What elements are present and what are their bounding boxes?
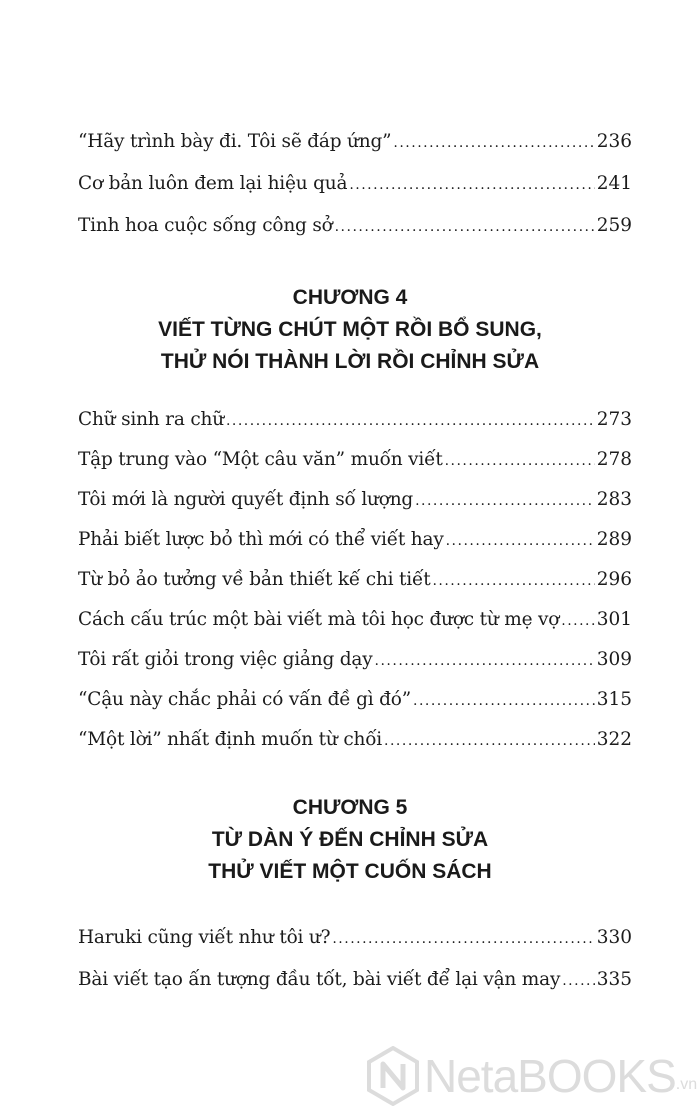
dot-leader <box>415 485 595 517</box>
dot-leader <box>332 923 594 955</box>
entry-page: 301 <box>596 609 632 630</box>
entry-page: 236 <box>596 131 632 152</box>
chapter-4-heading <box>0 282 700 378</box>
chapter-title-line-2: THỬ VIẾT MỘT CUỐN SÁCH <box>208 860 492 883</box>
entry-title: “Cậu này chắc phải có vấn đề gì đó” <box>78 689 411 710</box>
entry-page: 283 <box>596 489 632 510</box>
dot-leader <box>445 445 595 477</box>
toc-entry[interactable] <box>78 524 632 556</box>
chapter-5-heading <box>0 792 700 888</box>
entry-page: 330 <box>596 927 632 948</box>
entry-page: 259 <box>596 215 632 236</box>
entry-page: 273 <box>596 409 632 430</box>
chapter-number: CHƯƠNG 5 <box>292 796 408 819</box>
toc-entry[interactable] <box>78 644 632 676</box>
entry-title: Tôi mới là người quyết định số lượng <box>78 489 414 510</box>
entry-title: Tập trung vào “Một câu văn” muốn viết <box>78 449 443 470</box>
dot-leader <box>432 565 594 597</box>
dot-leader <box>349 169 594 201</box>
toc-entry[interactable] <box>78 964 632 996</box>
entry-page: 315 <box>596 689 632 710</box>
entry-title: Phải biết lược bỏ thì mới có thể viết hay <box>78 529 444 550</box>
watermark-brand: NetaBOOKS <box>424 1050 676 1102</box>
toc-entry[interactable] <box>78 922 632 954</box>
entry-title: Tôi rất giỏi trong việc giảng dạy <box>78 649 373 670</box>
toc-entry[interactable] <box>78 684 632 716</box>
watermark <box>366 1036 700 1116</box>
toc-entry[interactable] <box>78 404 632 436</box>
dot-leader <box>384 725 595 757</box>
entry-title: Chữ sinh ra chữ <box>78 409 224 430</box>
dot-leader <box>375 645 595 677</box>
dot-leader <box>393 127 594 159</box>
toc-entry[interactable] <box>78 724 632 756</box>
toc-entry[interactable] <box>78 168 632 200</box>
watermark-suffix: .vn <box>675 1076 698 1093</box>
toc-entry[interactable] <box>78 444 632 476</box>
entry-page: 241 <box>596 173 632 194</box>
dot-leader <box>446 525 595 557</box>
dot-leader <box>226 405 595 437</box>
chapter-title-line-2: THỬ NÓI THÀNH LỜI RỒI CHỈNH SỬA <box>160 350 540 373</box>
dot-leader <box>562 965 594 997</box>
entry-page: 289 <box>596 529 632 550</box>
n-logo-icon <box>366 1046 420 1106</box>
entry-title: “Hãy trình bày đi. Tôi sẽ đáp ứng” <box>78 131 392 152</box>
entry-page: 322 <box>596 729 632 750</box>
entry-title: Cơ bản luôn đem lại hiệu quả <box>78 173 348 194</box>
dot-leader <box>561 605 594 637</box>
entry-title: Haruki cũng viết như tôi ư? <box>78 927 331 948</box>
chapter-number: CHƯƠNG 4 <box>292 286 408 309</box>
entry-title: Từ bỏ ảo tưởng về bản thiết kế chi tiết <box>78 569 431 590</box>
toc-entry[interactable] <box>78 126 632 158</box>
entry-title: Cách cấu trúc một bài viết mà tôi học được từ mẹ vợ <box>78 609 560 630</box>
dot-leader <box>413 685 595 717</box>
chapter-title-line-1: TỪ DÀN Ý ĐẾN CHỈNH SỬA <box>211 828 489 851</box>
toc-entry[interactable] <box>78 484 632 516</box>
entry-title: Bài viết tạo ấn tượng đầu tốt, bài viết để lại vận may <box>78 969 561 990</box>
entry-page: 309 <box>596 649 632 670</box>
dot-leader <box>335 211 595 243</box>
toc-entry[interactable] <box>78 210 632 242</box>
entry-page: 278 <box>596 449 632 470</box>
entry-page: 296 <box>596 569 632 590</box>
entry-page: 335 <box>596 969 632 990</box>
toc-entry[interactable] <box>78 604 632 636</box>
entry-title: Tinh hoa cuộc sống công sở <box>78 215 333 236</box>
entry-title: “Một lời” nhất định muốn từ chối <box>78 729 383 750</box>
chapter-title-line-1: VIẾT TỪNG CHÚT MỘT RỒI BỔ SUNG, <box>158 318 542 341</box>
toc-entry[interactable] <box>78 564 632 596</box>
